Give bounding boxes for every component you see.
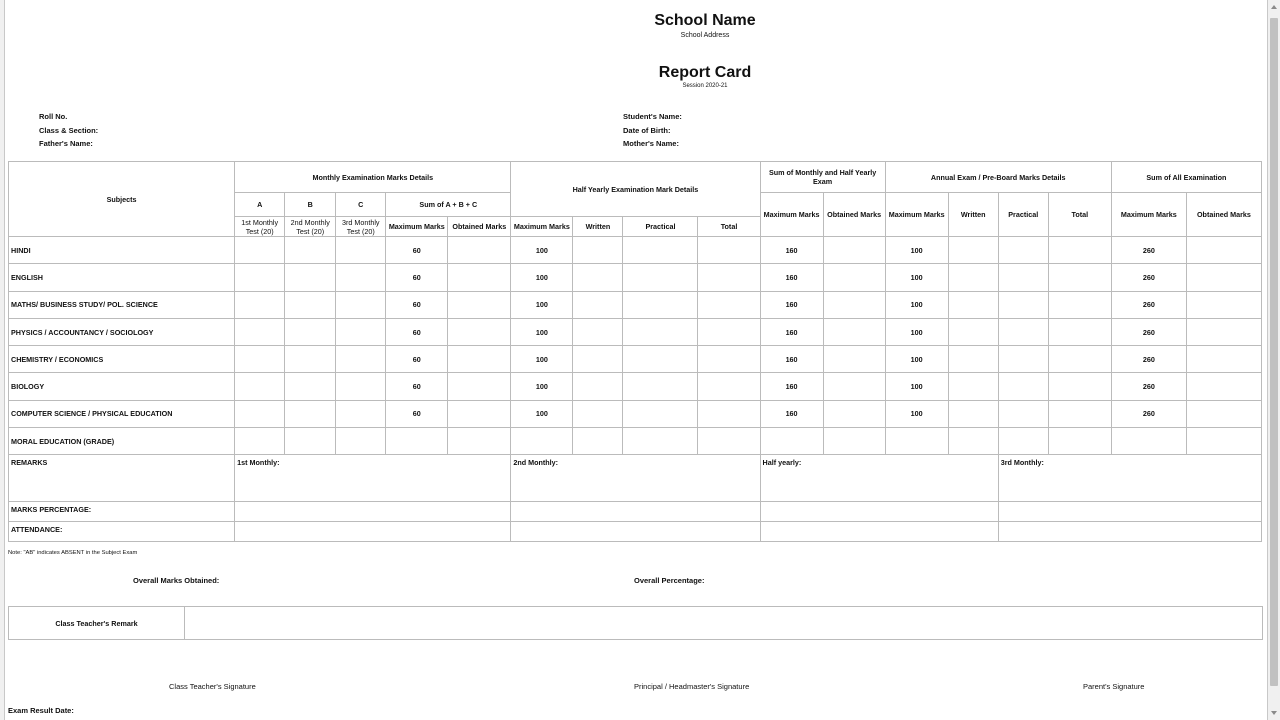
- monthly-group-header: Monthly Examination Marks Details: [235, 162, 511, 193]
- sum-mh-max-value: [760, 428, 823, 455]
- sum-all-max-value: 260: [1111, 264, 1186, 291]
- class-section-label: Class & Section:: [39, 126, 99, 135]
- half-written-header: Written: [573, 217, 623, 237]
- annual-max-value: 100: [885, 400, 948, 427]
- sum-all-max-value: 260: [1111, 400, 1186, 427]
- subjects-header: Subjects: [9, 162, 235, 237]
- col-b-header: B: [285, 193, 336, 217]
- remark-3rd-monthly: 3rd Monthly:: [998, 455, 1261, 502]
- class-teacher-remark-table: [8, 606, 1263, 640]
- attendance-label: ATTENDANCE:: [9, 522, 235, 542]
- subject-name: BIOLOGY: [9, 373, 235, 400]
- subject-name: MORAL EDUCATION (GRADE): [9, 428, 235, 455]
- sum-mh-max-value: 160: [760, 291, 823, 318]
- subject-name: COMPUTER SCIENCE / PHYSICAL EDUCATION: [9, 400, 235, 427]
- sum-mh-obtained-header: Obtained Marks: [823, 193, 885, 237]
- annual-max-value: 100: [885, 237, 948, 264]
- subject-name: CHEMISTRY / ECONOMICS: [9, 346, 235, 373]
- sum-all-max-value: 260: [1111, 318, 1186, 345]
- annual-max-value: 100: [885, 346, 948, 373]
- scroll-up-icon[interactable]: [1271, 5, 1277, 9]
- overall-marks-label: Overall Marks Obtained:: [133, 576, 220, 585]
- father-name-label: Father's Name:: [39, 139, 93, 148]
- col-c-header: C: [336, 193, 386, 217]
- annual-maximum-header: Maximum Marks: [885, 193, 948, 237]
- annual-max-value: 100: [885, 291, 948, 318]
- sum-all-header: Sum of All Examination: [1111, 162, 1261, 193]
- remark-2nd-monthly: 2nd Monthly:: [511, 455, 760, 502]
- annual-total-header: Total: [1048, 193, 1111, 237]
- half-practical-header: Practical: [623, 217, 698, 237]
- test3-header: 3rd Monthly Test (20): [336, 217, 386, 237]
- attendance-row: [9, 522, 1262, 542]
- report-card-page: [4, 0, 1268, 720]
- class-teacher-remark-label: Class Teacher's Remark: [9, 607, 185, 640]
- monthly-max-value: 60: [386, 318, 448, 345]
- monthly-max-value: [386, 428, 448, 455]
- sum-mh-max-value: 160: [760, 373, 823, 400]
- half-total-header: Total: [698, 217, 760, 237]
- annual-max-value: 100: [885, 373, 948, 400]
- subject-name: MATHS/ BUSINESS STUDY/ POL. SCIENCE: [9, 291, 235, 318]
- marks-table: [8, 161, 1262, 542]
- sum-all-max-value: 260: [1111, 237, 1186, 264]
- sum-mh-max-value: 160: [760, 264, 823, 291]
- marks-percentage-row: [9, 502, 1262, 522]
- dob-label: Date of Birth:: [623, 126, 671, 135]
- monthly-max-value: 60: [386, 346, 448, 373]
- remarks-label: REMARKS: [9, 455, 235, 502]
- sum-abc-header: Sum of A + B + C: [386, 193, 511, 217]
- sum-all-obtained-header: Obtained Marks: [1186, 193, 1261, 237]
- mother-name-label: Mother's Name:: [623, 139, 679, 148]
- monthly-obtained-header: Obtained Marks: [448, 217, 511, 237]
- remark-1st-monthly: 1st Monthly:: [235, 455, 511, 502]
- monthly-max-value: 60: [386, 373, 448, 400]
- roll-no-label: Roll No.: [39, 112, 68, 121]
- half-max-value: 100: [511, 400, 573, 427]
- monthly-max-value: 60: [386, 291, 448, 318]
- col-a-header: A: [235, 193, 285, 217]
- sum-all-maximum-header: Maximum Marks: [1111, 193, 1186, 237]
- student-name-label: Student's Name:: [623, 112, 682, 121]
- annual-max-value: [885, 428, 948, 455]
- parent-signature: Parent's Signature: [1083, 682, 1145, 691]
- sum-mh-max-value: 160: [760, 318, 823, 345]
- class-teacher-signature: Class Teacher's Signature: [169, 682, 256, 691]
- remark-half-yearly: Half yearly:: [760, 455, 998, 502]
- absent-note: Note: "AB" indicates ABSENT in the Subject Exam: [8, 550, 138, 556]
- sum-all-max-value: 260: [1111, 346, 1186, 373]
- subject-name: HINDI: [9, 237, 235, 264]
- sum-mh-max-value: 160: [760, 237, 823, 264]
- half-max-value: 100: [511, 291, 573, 318]
- sum-all-max-value: [1111, 428, 1186, 455]
- annual-max-value: 100: [885, 264, 948, 291]
- table-row: [9, 428, 1262, 455]
- half-max-value: 100: [511, 237, 573, 264]
- remarks-row: [9, 455, 1262, 502]
- monthly-maximum-header: Maximum Marks: [386, 217, 448, 237]
- half-max-value: [511, 428, 573, 455]
- sum-monthly-half-yearly-header: Sum of Monthly and Half Yearly Exam: [760, 162, 885, 193]
- annual-practical-header: Practical: [998, 193, 1048, 237]
- sum-all-max-value: 260: [1111, 291, 1186, 318]
- half-yearly-group-header: Half Yearly Examination Mark Details: [511, 162, 760, 217]
- table-row: [9, 346, 1262, 373]
- table-row: [9, 291, 1262, 318]
- overall-percentage-label: Overall Percentage:: [634, 576, 705, 585]
- half-max-value: 100: [511, 318, 573, 345]
- report-title: Report Card: [658, 64, 752, 81]
- table-row: [9, 318, 1262, 345]
- scroll-down-icon[interactable]: [1271, 711, 1277, 715]
- table-row: [9, 400, 1262, 427]
- half-max-value: 100: [511, 346, 573, 373]
- annual-written-header: Written: [948, 193, 998, 237]
- sum-mh-max-value: 160: [760, 346, 823, 373]
- principal-signature: Principal / Headmaster's Signature: [634, 682, 750, 691]
- monthly-max-value: 60: [386, 237, 448, 264]
- school-name: School Name: [654, 12, 756, 29]
- subject-name: PHYSICS / ACCOUNTANCY / SOCIOLOGY: [9, 318, 235, 345]
- annual-group-header: Annual Exam / Pre-Board Marks Details: [885, 162, 1111, 193]
- marks-percentage-label: MARKS PERCENTAGE:: [9, 502, 235, 522]
- annual-max-value: 100: [885, 318, 948, 345]
- monthly-max-value: 60: [386, 264, 448, 291]
- sum-all-max-value: 260: [1111, 373, 1186, 400]
- session-label: Session 2020-21: [682, 83, 728, 89]
- half-maximum-header: Maximum Marks: [511, 217, 573, 237]
- table-row: [9, 373, 1262, 400]
- class-teacher-remark-box: [185, 607, 1263, 640]
- sum-mh-maximum-header: Maximum Marks: [760, 193, 823, 237]
- half-max-value: 100: [511, 373, 573, 400]
- table-row: [9, 264, 1262, 291]
- monthly-max-value: 60: [386, 400, 448, 427]
- half-max-value: 100: [511, 264, 573, 291]
- subject-name: ENGLISH: [9, 264, 235, 291]
- exam-result-date: Exam Result Date:: [8, 706, 74, 715]
- school-address: School Address: [680, 32, 730, 39]
- table-row: [9, 237, 1262, 264]
- sum-mh-max-value: 160: [760, 400, 823, 427]
- test1-header: 1st Monthly Test (20): [235, 217, 285, 237]
- scrollbar-thumb[interactable]: [1270, 18, 1278, 686]
- vertical-scrollbar[interactable]: [1268, 0, 1280, 720]
- test2-header: 2nd Monthly Test (20): [285, 217, 336, 237]
